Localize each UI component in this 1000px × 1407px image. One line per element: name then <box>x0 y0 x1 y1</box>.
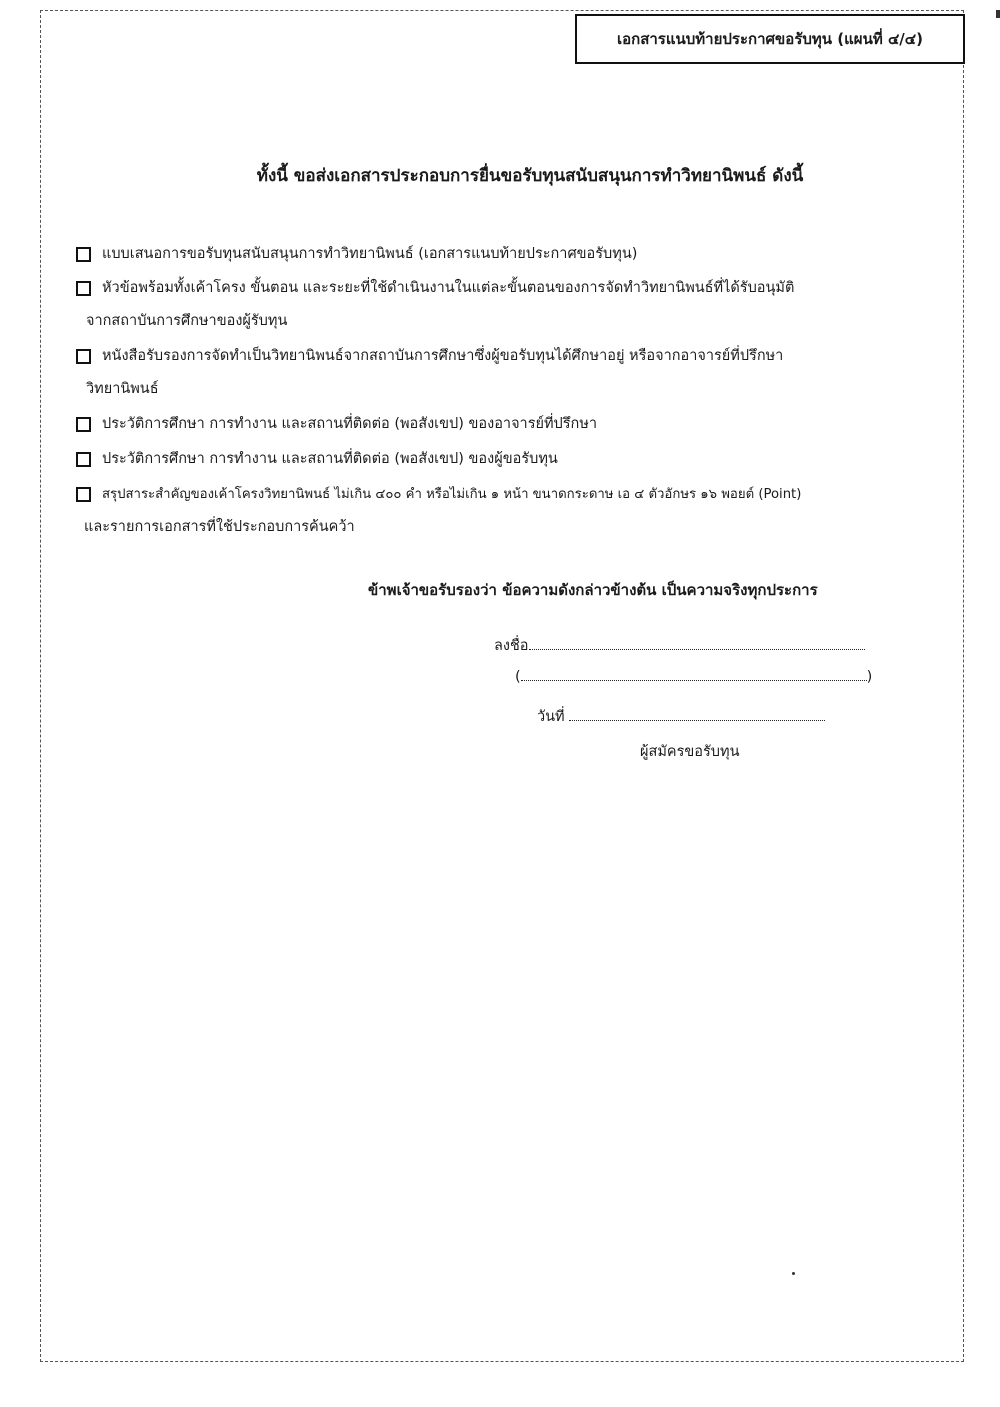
checklist-item-continuation: วิทยานิพนธ์ <box>86 381 159 397</box>
page-heading: ทั้งนี้ ขอส่งเอกสารประกอบการยื่นขอรับทุนสนับสนุนการทำวิทยานิพนธ์ ดังนี้ <box>256 166 804 186</box>
checkbox-thesis-summary[interactable] <box>76 487 91 502</box>
checklist-item-text: หัวข้อพร้อมทั้งเค้าโครง ขั้นตอน และระยะที่ใช้ดำเนินงานในแต่ละขั้นตอนของการจัดทำวิทยานิพนธ์ที่ได้รับอนุมัติ <box>102 280 795 296</box>
checklist-item-text: สรุปสาระสำคัญของเค้าโครงวิทยานิพนธ์ ไม่เกิน ๔๐๐ คำ หรือไม่เกิน ๑ หน้า ขนาดกระดาษ เอ ๔ ตัวอักษร ๑๖ พอยต์ (Point) <box>102 487 802 502</box>
checkbox-applicant-profile[interactable] <box>76 452 91 467</box>
signature-label: ลงชื่อ <box>494 638 529 654</box>
checklist-item-text: แบบเสนอการขอรับทุนสนับสนุนการทำวิทยานิพนธ์ (เอกสารแนบท้ายประกาศขอรับทุน) <box>102 246 638 262</box>
date-field[interactable] <box>569 708 825 721</box>
checklist-item-text: ประวัติการศึกษา การทำงาน และสถานที่ติดต่อ (พอสังเขป) ของผู้ขอรับทุน <box>102 451 558 467</box>
checklist-item <box>76 340 936 406</box>
signature-line <box>494 634 865 657</box>
certification-statement: ข้าพเจ้าขอรับรองว่า ข้อความดังกล่าวข้างต้น เป็นความจริงทุกประการ <box>368 581 818 599</box>
checklist-item-text: หนังสือรับรองการจัดทำเป็นวิทยานิพนธ์จากสถาบันการศึกษาซึ่งผู้ขอรับทุนได้ศึกษาอยู่ หรือจากอาจารย์ที่ปรึกษา <box>102 348 784 364</box>
printed-name-field[interactable] <box>521 668 867 681</box>
checklist-item <box>76 272 936 338</box>
checklist-item <box>76 443 936 476</box>
scan-speck <box>996 10 1000 18</box>
checkbox-outline[interactable] <box>76 281 91 296</box>
signature-field[interactable] <box>529 637 865 650</box>
applicant-role: ผู้สมัครขอรับทุน <box>640 744 740 760</box>
checkbox-certification-letter[interactable] <box>76 349 91 364</box>
attachment-label: เอกสารแนบท้ายประกาศขอรับทุน (แผนที่ ๔/๔) <box>617 30 923 48</box>
paren-close: ) <box>866 669 873 685</box>
checklist-item-continuation: จากสถาบันการศึกษาของผู้รับทุน <box>86 313 288 329</box>
document-checklist <box>76 238 936 546</box>
checkbox-application-form[interactable] <box>76 247 91 262</box>
date-label: วันที่ <box>537 709 565 725</box>
paren-open: ( <box>515 669 521 685</box>
checklist-item <box>76 478 936 544</box>
checklist-item <box>76 408 936 441</box>
checklist-item-continuation: และรายการเอกสารที่ใช้ประกอบการค้นคว้า <box>84 519 355 535</box>
checklist-item-text: ประวัติการศึกษา การทำงาน และสถานที่ติดต่อ (พอสังเขป) ของอาจารย์ที่ปรึกษา <box>102 416 598 432</box>
printed-name-line <box>515 668 872 685</box>
scan-speck <box>792 1272 795 1275</box>
checkbox-advisor-profile[interactable] <box>76 417 91 432</box>
checklist-item <box>76 238 936 271</box>
page-border <box>40 10 964 1362</box>
attachment-label-box <box>575 14 965 64</box>
date-line <box>537 705 825 728</box>
